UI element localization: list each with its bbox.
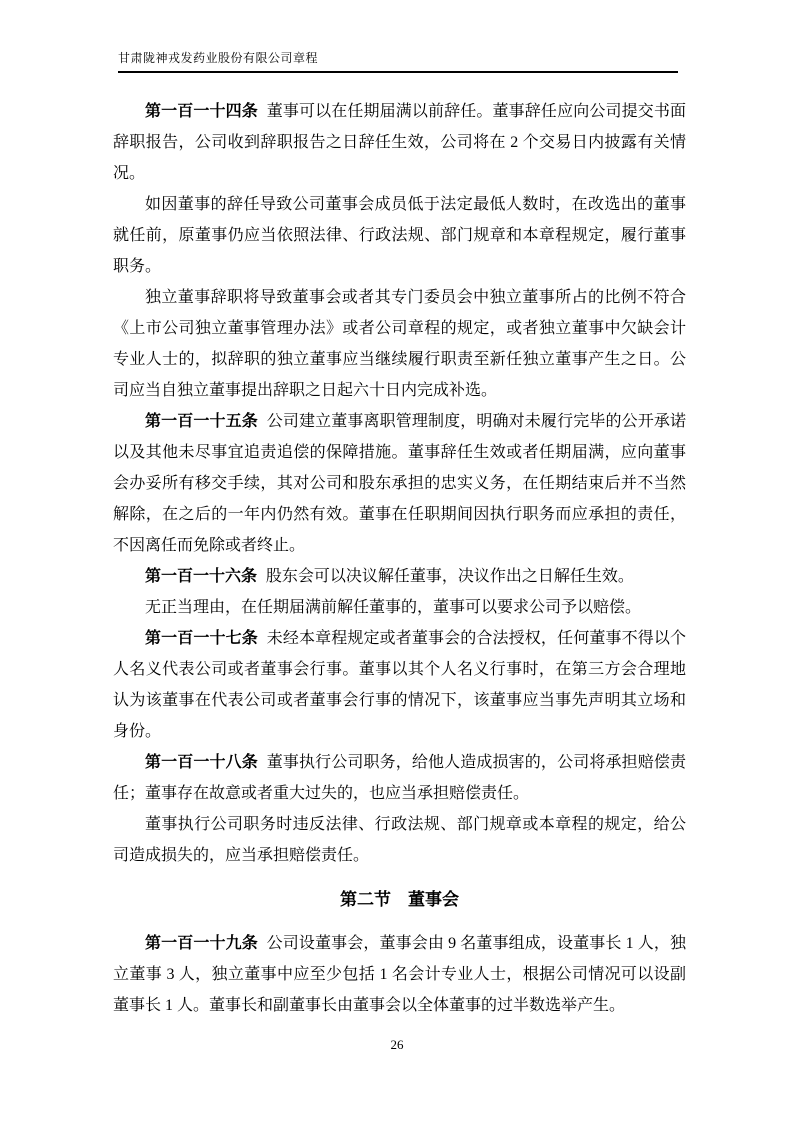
article-paragraph: 第一百一十九条 公司设董事会，董事会由 9 名董事组成，设董事长 1 人，独立董事 3 人，独立董事中应至少包括 1 名会计专业人士，根据公司情况可以设副董事长 1 人。董事长和副董事长由董事会以全体董事的过半数选举产生。 [113,935,686,1014]
article-paragraph: 第一百一十六条 股东会可以决议解任董事，决议作出之日解任生效。 [145,568,634,585]
article-number: 第一百一十九条 [145,935,258,952]
section-heading: 第二节 董事会 [340,890,459,909]
article-number: 第一百一十六条 [145,568,258,585]
page-footer [0,1036,794,1054]
body-paragraph: 无正当理由，在任期届满前解任董事的，董事可以要求公司予以赔偿。 [145,599,642,616]
article-paragraph: 第一百一十七条 未经本章程规定或者董事会的合法授权，任何董事不得以个人名义代表公司或者董事会行事。董事以其个人名义行事时，在第三方会合理地认为该董事在代表公司或者董事会行事的情况下，该董事应当事先声明其立场和身份。 [113,630,686,740]
article-number: 第一百一十七条 [145,630,258,647]
body-paragraph: 如因董事的辞任导致公司董事会成员低于法定最低人数时，在改选出的董事就任前，原董事仍应当依照法律、行政法规、部门规章和本章程规定，履行董事职务。 [113,196,686,275]
body-paragraph: 独立董事辞职将导致董事会或者其专门委员会中独立董事所占的比例不符合《上市公司独立董事管理办法》或者公司章程的规定，或者独立董事中欠缺会计专业人士的，拟辞职的独立董事应当继续履行职责至新任独立董事产生之日。公司应当自独立董事提出辞职之日起六十日内完成补选。 [113,289,686,399]
article-number: 第一百一十四条 [145,103,258,120]
article-paragraph: 第一百一十五条 公司建立董事离职管理制度，明确对未履行完毕的公开承诺以及其他未尽事宜追责追偿的保障措施。董事辞任生效或者任期届满，应向董事会办妥所有移交手续，其对公司和股东承担的忠实义务，在任期结束后并不当然解除，在之后的一年内仍然有效。董事在任职期间因执行职务而应承担的责任，不因离任而免除或者终止。 [113,413,686,554]
page-header [118,50,678,73]
header-title: 甘肃陇神戎发药业股份有限公司章程 [118,51,319,65]
body-paragraph: 董事执行公司职务时违反法律、行政法规、部门规章或本章程的规定，给公司造成损失的，应当承担赔偿责任。 [113,816,686,864]
article-paragraph: 第一百一十四条 董事可以在任期届满以前辞任。董事辞任应向公司提交书面辞职报告，公司收到辞职报告之日辞任生效，公司将在 2 个交易日内披露有关情况。 [113,103,686,182]
document-body [113,96,686,1021]
article-number: 第一百一十八条 [145,754,258,771]
article-paragraph: 第一百一十八条 董事执行公司职务，给他人造成损害的，公司将承担赔偿责任；董事存在故意或者重大过失的，也应当承担赔偿责任。 [113,754,686,802]
article-number: 第一百一十五条 [145,413,258,430]
page-number: 26 [390,1037,404,1052]
